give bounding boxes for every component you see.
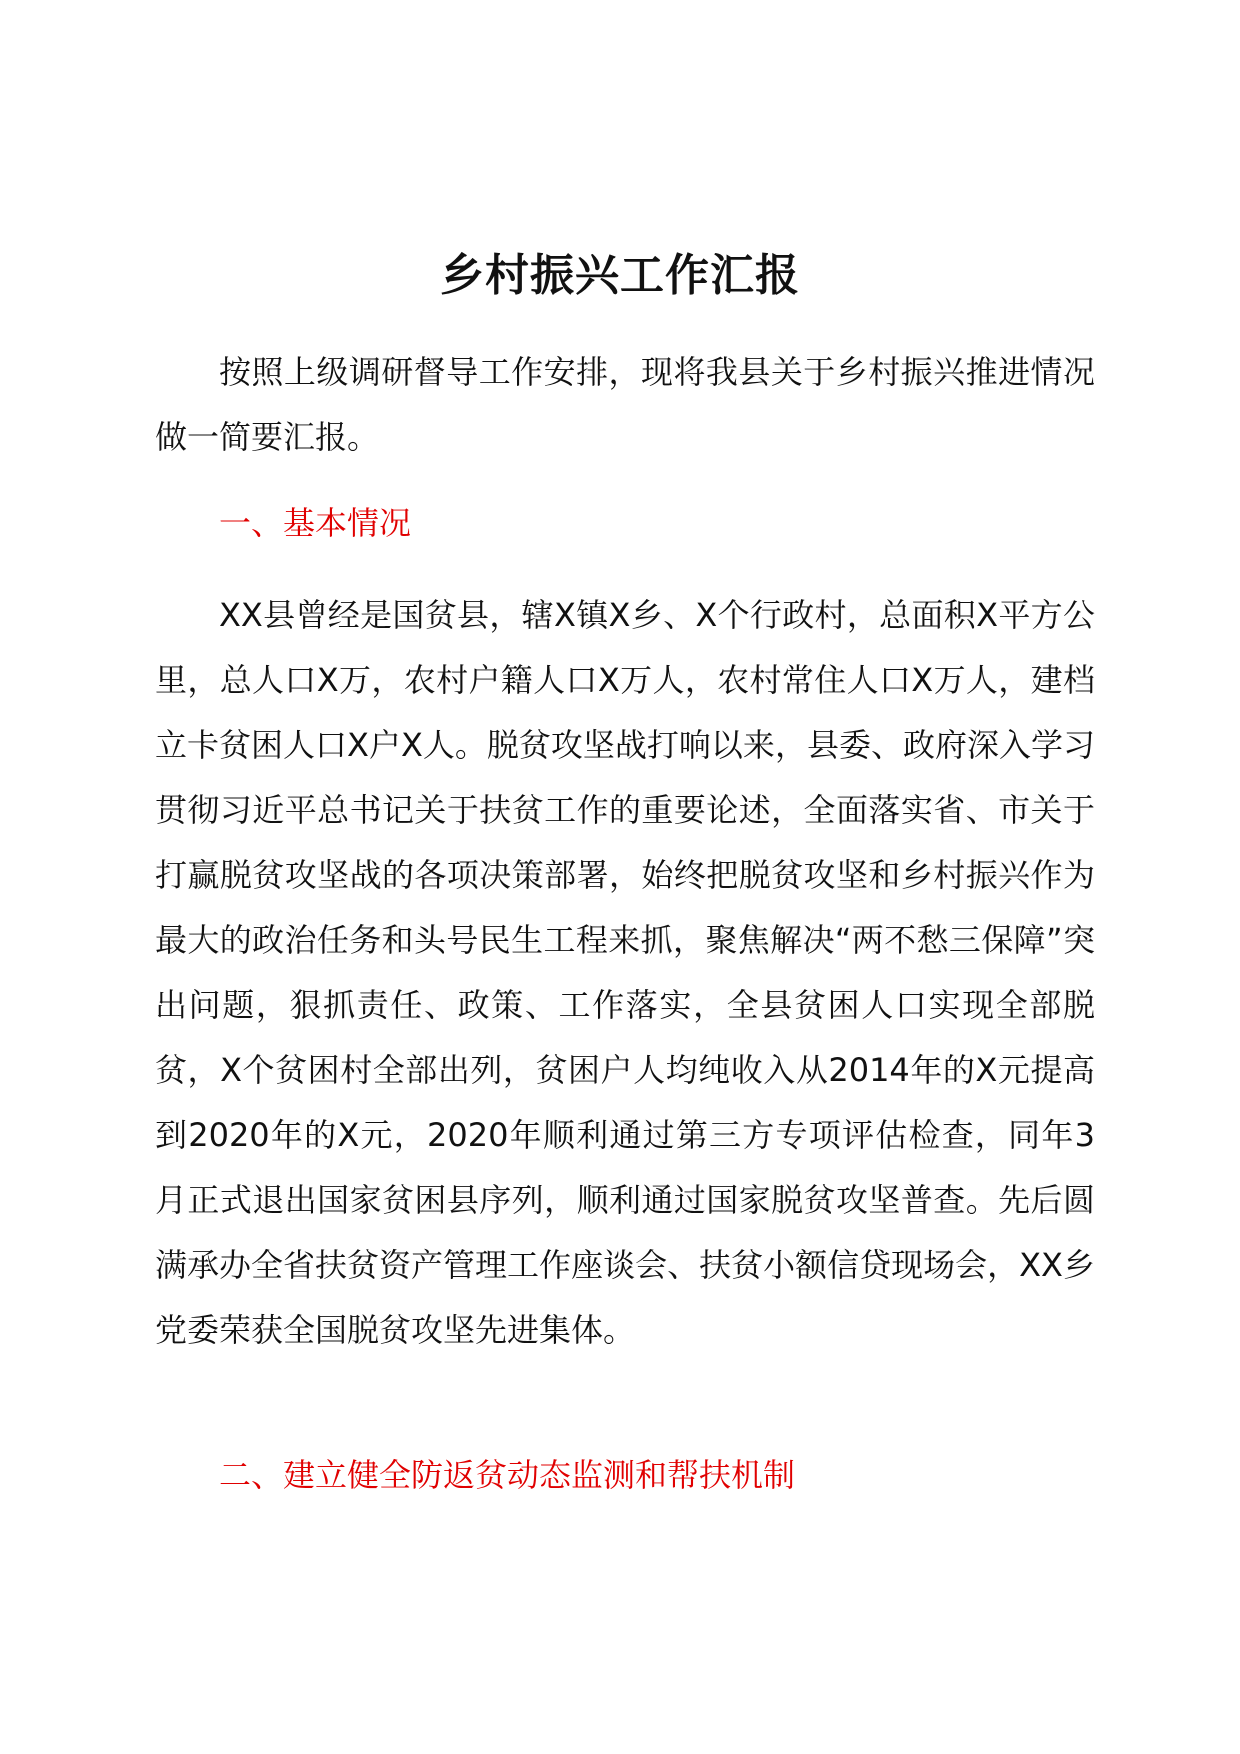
section-body-basic-situation: XX县曾经是国贫县，辖X镇X乡、X个行政村，总面积X平方公里，总人口X万，农村户籍人口X万人，农村常住人口X万人，建档立卡贫困人口X户X人。脱贫攻坚战打响以来，县委、政府深入学习贯彻习近平总书记关于扶贫工作的重要论述，全面落实省、市关于打赢脱贫攻坚战的各项决策部署，始终把脱贫攻坚和乡村振兴作为最大的政治任务和头号民生工程来抓，聚焦解决“两不愁三保障”突出问题，狠抓责任、政策、工作落实，全县贫困人口实现全部脱贫，X个贫困村全部出列，贫困户人均纯收入从2014年的X元提高到2020年的X元，2020年顺利通过第三方专项评估检查，同年3月正式退出国家贫困县序列，顺利通过国家脱贫攻坚普查。先后圆满承办全省扶贫资产管理工作座谈会、扶贫小额信贷现场会，XX乡党委荣获全国脱贫攻坚先进集体。 <box>155 596 1095 1349</box>
section-heading-basic-situation: 一、基本情况 <box>219 504 412 542</box>
intro-paragraph: 按照上级调研督导工作安排，现将我县关于乡村振兴推进情况做一简要汇报。 <box>155 353 1095 456</box>
section-heading-monitoring-mechanism: 二、建立健全防返贫动态监测和帮扶机制 <box>219 1456 796 1494</box>
document-title: 乡村振兴工作汇报 <box>440 250 800 301</box>
